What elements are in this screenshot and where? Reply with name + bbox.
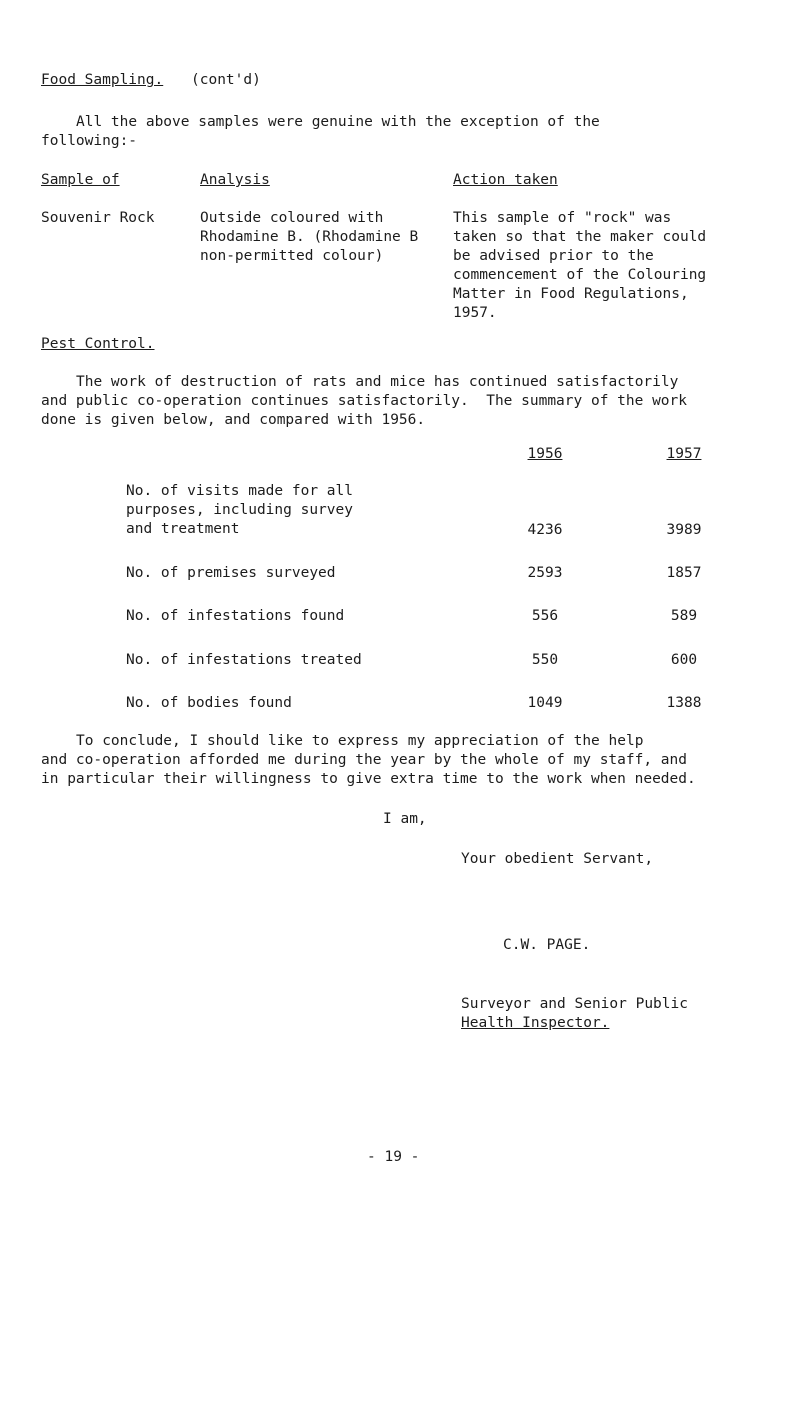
action-line: 1957. (453, 305, 497, 321)
value-1956: 2593 (527, 565, 563, 581)
conclusion-line: in particular their willingness to give extra time to the work when needed. (41, 771, 696, 787)
sample-name: Souvenir Rock (41, 210, 155, 226)
page-number: - 19 - (367, 1149, 420, 1165)
header-analysis: Analysis (200, 172, 270, 188)
row-label-line: No. of infestations treated (126, 652, 362, 668)
signatory-title-1: Surveyor and Senior Public (461, 996, 688, 1012)
pest-para-line: done is given below, and compared with 1956. (41, 412, 426, 428)
value-1957: 589 (670, 608, 698, 624)
conclusion-line: To conclude, I should like to express my appreciation of the help (76, 733, 644, 749)
value-1957: 600 (670, 652, 698, 668)
action-line: taken so that the maker could (453, 229, 707, 245)
value-1956: 550 (531, 652, 559, 668)
value-1957: 1857 (666, 565, 702, 581)
header-sample-of: Sample of (41, 172, 120, 188)
row-label-line: No. of infestations found (126, 608, 345, 624)
value-1956: 1049 (527, 695, 563, 711)
action-line: Matter in Food Regulations, (453, 286, 689, 302)
closing-servant: Your obedient Servant, (461, 851, 654, 867)
value-1957: 1388 (666, 695, 702, 711)
row-label-line: and treatment (126, 521, 240, 537)
pest-para-line: The work of destruction of rats and mice has continued satisfactorily (76, 374, 679, 390)
analysis-line: Outside coloured with (200, 210, 384, 226)
pest-para-line: and public co-operation continues satisfactorily. The summary of the work (41, 393, 688, 409)
year-1956-header: 1956 (527, 446, 563, 462)
header-action-taken: Action taken (453, 172, 558, 188)
row-label-line: purposes, including survey (126, 502, 353, 518)
value-1956: 556 (531, 608, 559, 624)
pest-control-heading: Pest Control. (41, 336, 155, 352)
analysis-line: non-permitted colour) (200, 248, 384, 264)
action-line: commencement of the Colouring (453, 267, 707, 283)
row-label-line: No. of visits made for all (126, 483, 353, 499)
intro-line-2: following:- (41, 133, 138, 149)
value-1956: 4236 (527, 522, 563, 538)
row-label-line: No. of bodies found (126, 695, 292, 711)
conclusion-line: and co-operation afforded me during the year by the whole of my staff, and (41, 752, 688, 768)
row-label-line: No. of premises surveyed (126, 565, 336, 581)
intro-line-1: All the above samples were genuine with the exception of the (76, 114, 600, 130)
signatory-title-2: Health Inspector. (461, 1015, 610, 1031)
signatory-name: C.W. PAGE. (503, 937, 591, 953)
page-title: Food Sampling. (41, 72, 164, 88)
analysis-line: Rhodamine B. (Rhodamine B (200, 229, 419, 245)
action-line: be advised prior to the (453, 248, 654, 264)
action-line: This sample of "rock" was (453, 210, 672, 226)
year-1957-header: 1957 (666, 446, 702, 462)
page-title-cont: (cont'd) (191, 72, 261, 88)
closing-i-am: I am, (383, 811, 427, 827)
value-1957: 3989 (666, 522, 702, 538)
